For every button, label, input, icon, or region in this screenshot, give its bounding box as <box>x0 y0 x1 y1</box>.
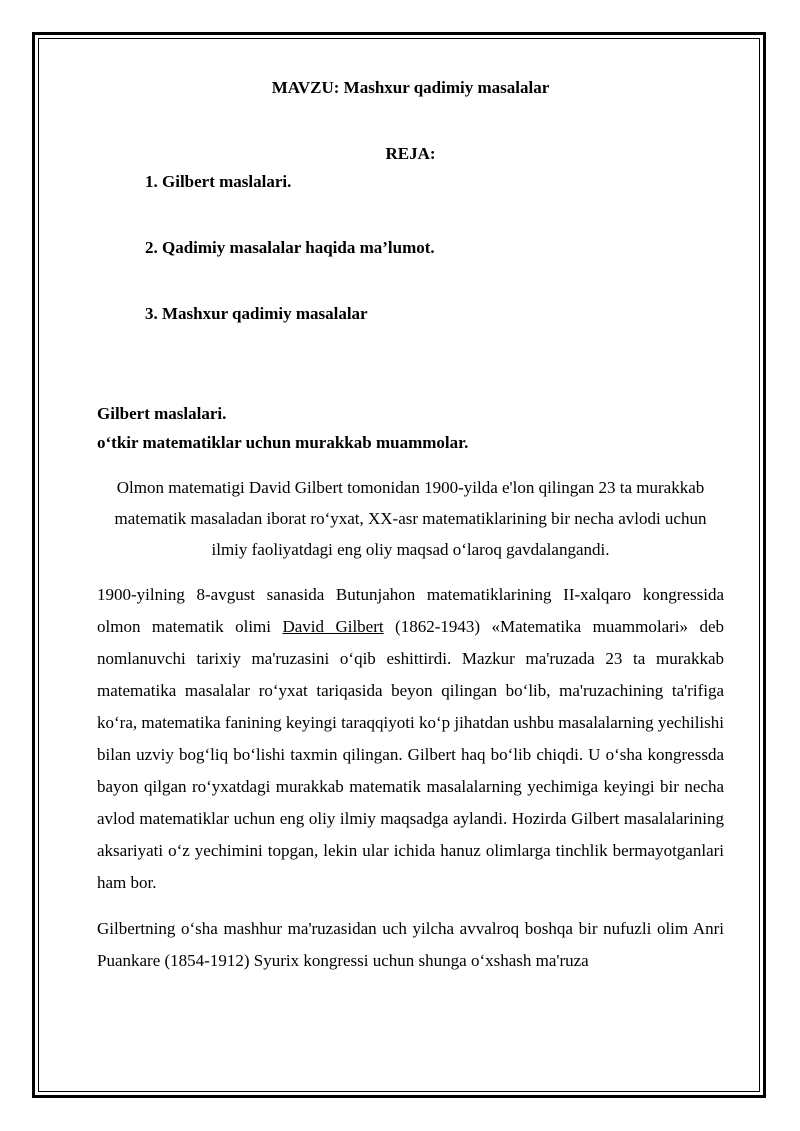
plan-heading: REJA: <box>385 144 436 163</box>
section-subheading: o‘tkir matematiklar uchun murakkab muammolar. <box>97 433 469 452</box>
document-title: MAVZU: Mashxur qadimiy masalalar <box>271 78 550 97</box>
plan-item: 3. Mashxur qadimiy masalalar <box>145 304 368 323</box>
paragraph-text: (1862-1943) «Matematika muammolari» deb nomlanuvchi tarixiy ma'ruzasini o‘qib eshittirdi. Mazkur ma'ruzada 23 ta murakkab matematika masalalar ro‘yxat tariqasida beyon qilingan bo‘lib, ma'ruzachining ta'rifiga ko‘ra, matematika fanining keyingi taraqqiyoti ko‘p jihatdan ushbu masalalarning yechilishi bilan uzviy bog‘liq bo‘lishi taxmin qilingan. Gilbert haq bo‘lib chiqdi. U o‘sha kongressda bayon qilgan ro‘yxatdagi murakkab matematik masalalarning yechimiga keyingi bir necha avlod matematiklar uchun eng oliy ilmiy maqsadga aylandi. Hozirda Gilbert masalalarining aksariyati o‘z yechimini topgan, lekin ular ichida hanuz olimlarga tinchlik bermayotganlari ham bor. <box>97 617 725 892</box>
plan-item: 2. Qadimiy masalalar haqida ma’lumot. <box>145 238 435 257</box>
plan-item: 1. Gilbert maslalari. <box>145 172 292 191</box>
body-paragraph <box>97 579 724 899</box>
body-paragraph: Gilbertning o‘sha mashhur ma'ruzasidan uch yilcha avvalroq boshqa bir nufuzli olim Anri Puankare (1854-1912) Syurix kongressi uchun shunga o‘xshash ma'ruza <box>97 919 724 970</box>
david-gilbert-link[interactable]: David Gilbert <box>282 617 384 636</box>
epigraph-paragraph: Olmon matematigi David Gilbert tomonidan 1900-yilda e'lon qilingan 23 ta murakkab matematik masaladan iborat ro‘yxat, XX-asr matematiklarining bir necha avlodi uchun ilmiy faoliyatdagi eng oliy maqsad o‘laroq gavdalangandi. <box>114 478 707 559</box>
document-body <box>97 76 724 977</box>
section-heading: Gilbert maslalari. <box>97 404 227 423</box>
plan-list <box>97 170 724 326</box>
paragraph-text: 1900-yilning 8-avgust sanasida Butunjahon matematiklarining II-xalqaro kongressida olmon matematik olimi <box>97 585 724 636</box>
